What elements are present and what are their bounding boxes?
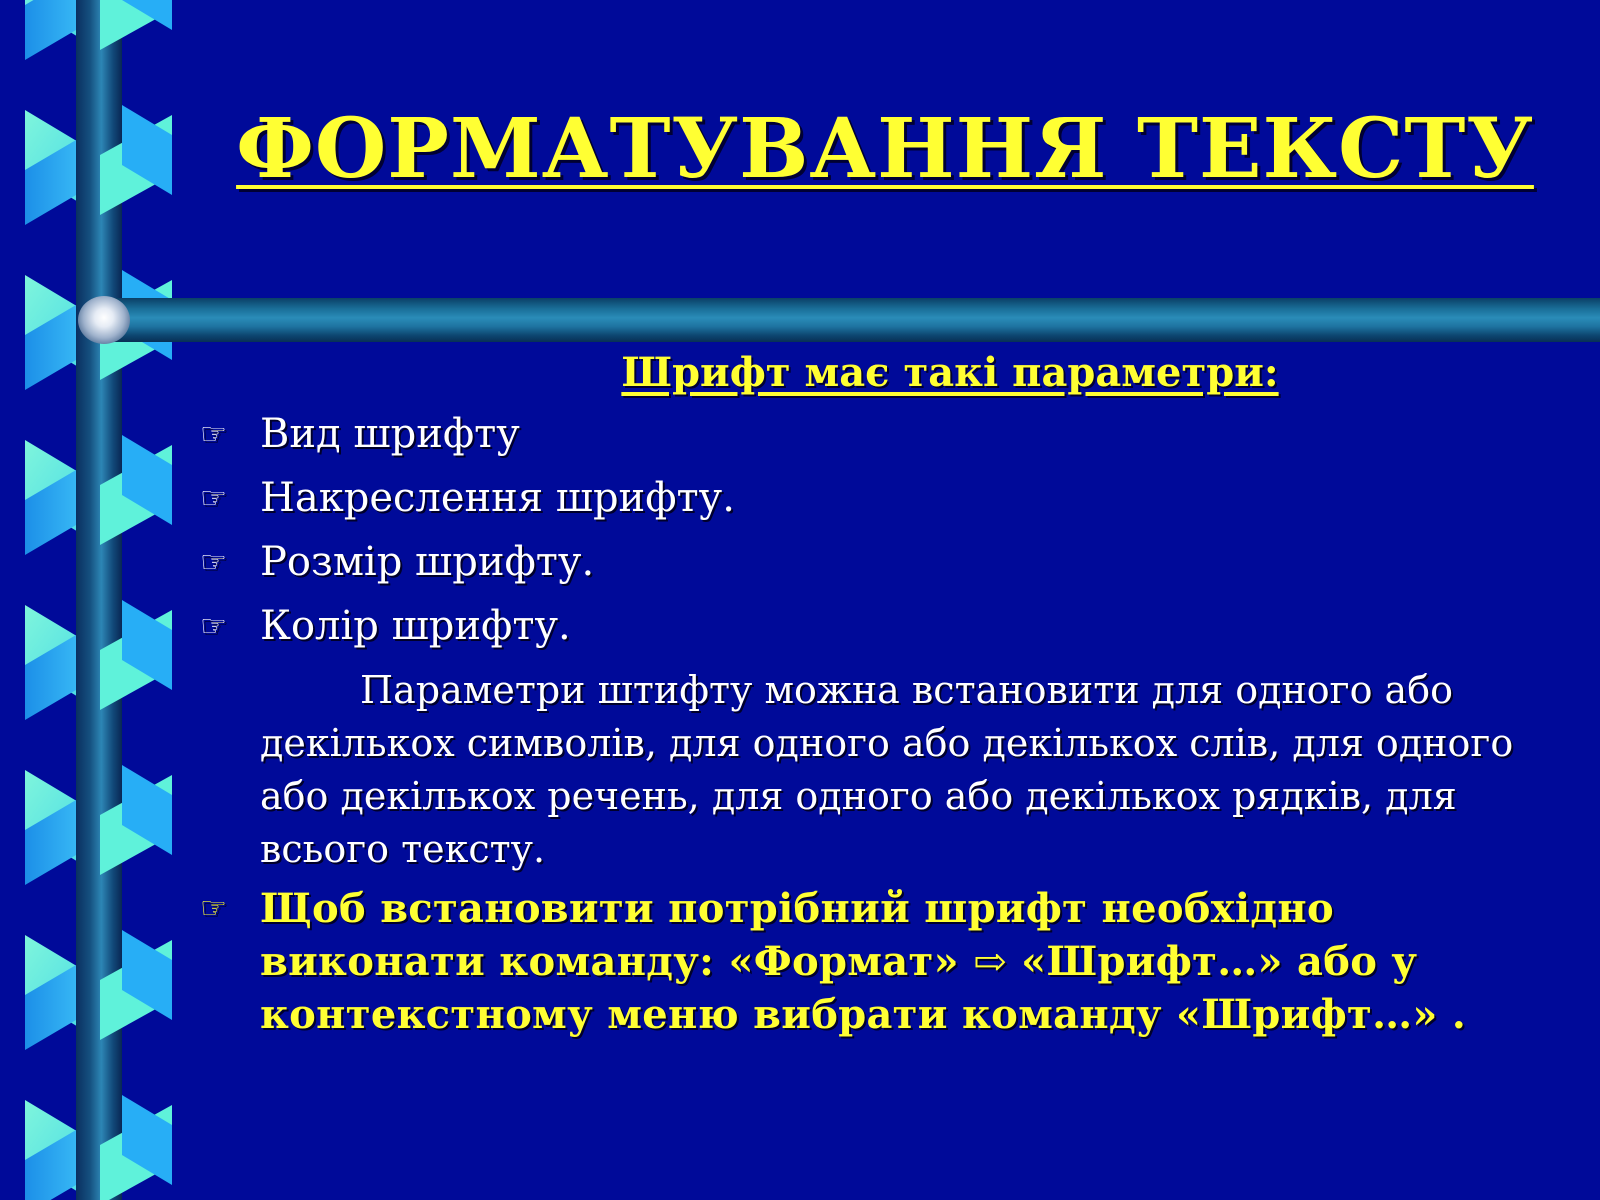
ribbon-band-dark [25, 0, 76, 60]
instruction-item [200, 882, 1560, 1041]
slide-title: ФОРМАТУВАННЯ ТЕКСТУ [236, 101, 1534, 197]
pointing-hand-icon: ☞ [200, 609, 227, 644]
list-item-text: Накреслення шрифту. [260, 475, 735, 521]
pointing-hand-icon: ☞ [200, 891, 228, 926]
list-item [200, 408, 1560, 461]
list-item [200, 536, 1560, 589]
slide-content [200, 408, 1560, 1041]
decorative-ribbon [0, 0, 180, 1200]
instruction-text: Щоб встановити потрібний шрифт необхідно виконати команду: «Формат» ⇨ «Шрифт…» або у контекстному меню вибрати команду «Шрифт…» . [260, 885, 1467, 1038]
slide-subtitle: Шрифт має такі параметри: [621, 349, 1279, 396]
list-item [200, 600, 1560, 653]
list-item-text: Вид шрифту [260, 411, 520, 457]
pointing-hand-icon: ☞ [200, 481, 227, 516]
pointing-hand-icon: ☞ [200, 417, 227, 452]
list-item [200, 472, 1560, 525]
list-item-text: Колір шрифту. [260, 603, 571, 649]
bar-knob [78, 296, 130, 344]
horizontal-bar [105, 298, 1600, 342]
body-paragraph: Параметри штифту можна встановити для одного або декількох символів, для одного або декількох слів, для одного або декількох речень, для одного або декількох рядків, для всього тексту. [260, 668, 1514, 871]
list-item-text: Розмір шрифту. [260, 539, 595, 585]
pointing-hand-icon: ☞ [200, 545, 227, 580]
